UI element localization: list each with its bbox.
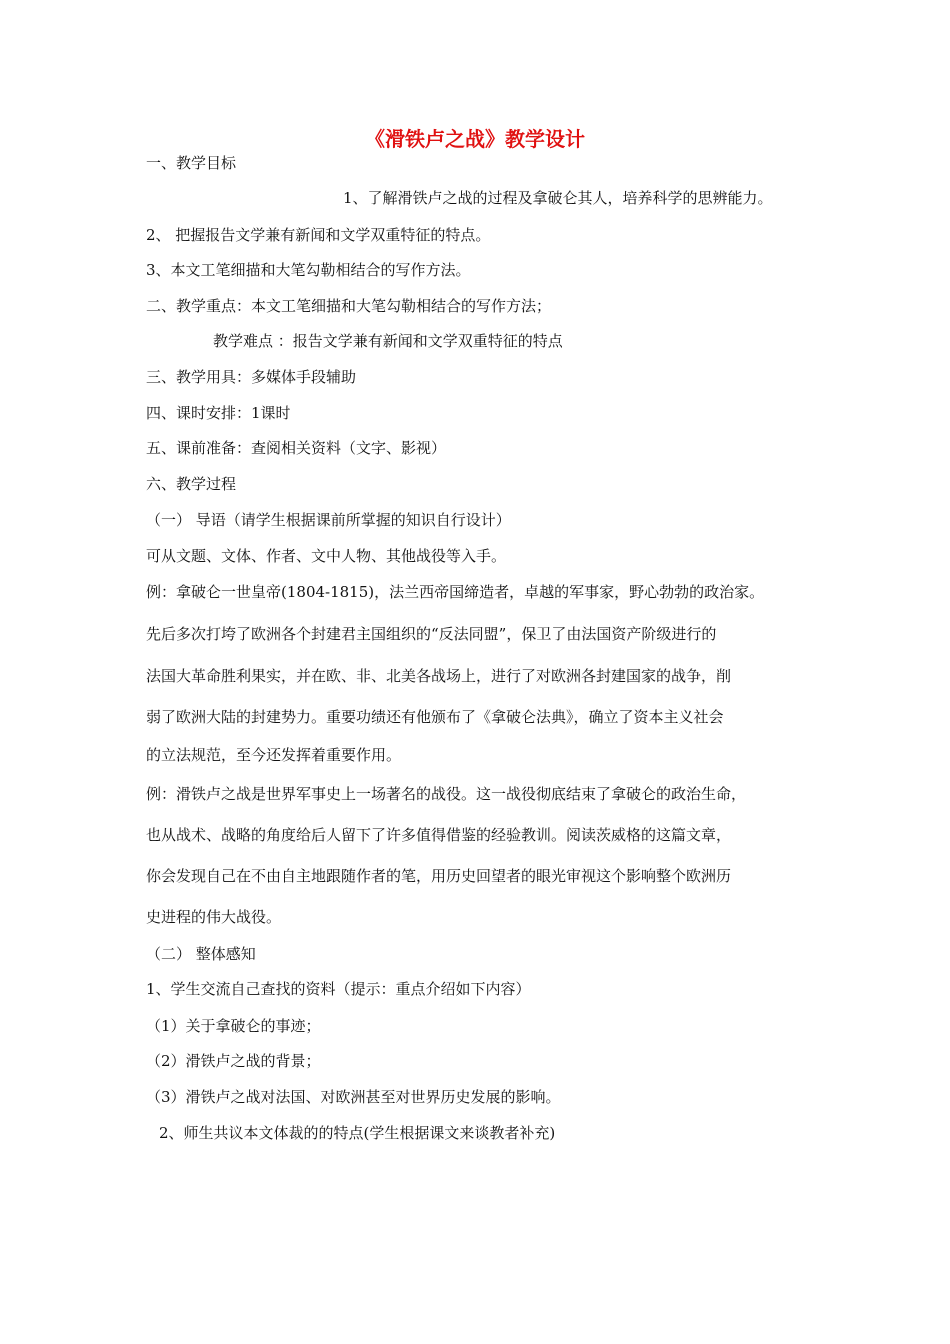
section-heading: 六、教学过程	[146, 475, 237, 493]
body-line: 你会发现自己在不由自主地跟随作者的笔，用历史回望者的眼光审视这个影响整个欧洲历	[146, 867, 732, 885]
subsection-heading: （一） 导语（请学生根据课前所掌握的知识自行设计）	[146, 511, 511, 529]
section-heading: 五、课前准备：查阅相关资料（文字、影视）	[146, 439, 447, 457]
body-line: 可从文题、文体、作者、文中人物、其他战役等入手。	[146, 547, 507, 565]
section-heading: 三、教学用具：多媒体手段辅助	[146, 368, 357, 386]
objective-item: 1、了解滑铁卢之战的过程及拿破仑其人，培养科学的思辨能力。	[343, 189, 773, 207]
body-line: 例：滑铁卢之战是世界军事史上一场著名的战役。这一战役彻底结束了拿破仑的政治生命，	[146, 785, 747, 803]
section-heading: 一、教学目标	[146, 154, 237, 172]
list-item: （2）滑铁卢之战的背景；	[146, 1052, 321, 1070]
section-heading: 二、教学重点：本文工笔细描和大笔勾勒相结合的写作方法；	[146, 297, 552, 315]
list-item: （1）关于拿破仑的事迹；	[146, 1017, 321, 1035]
body-line: 史进程的伟大战役。	[146, 908, 282, 926]
body-line: 教学难点 ：报告文学兼有新闻和文学双重特征的特点	[213, 332, 563, 350]
document-title: 《滑铁卢之战》教学设计	[365, 127, 585, 151]
body-line: 也从战术、战略的角度给后人留下了许多值得借鉴的经验教训。阅读茨威格的这篇文章，	[146, 826, 732, 844]
body-line: 弱了欧洲大陆的封建势力。重要功绩还有他颁布了《拿破仑法典》，确立了资本主义社会	[146, 708, 724, 726]
list-item: （3）滑铁卢之战对法国、对欧洲甚至对世界历史发展的影响。	[146, 1088, 561, 1106]
body-line: 的立法规范，至今还发挥着重要作用。	[146, 746, 402, 764]
body-line: 法国大革命胜利果实，并在欧、非、北美各战场上，进行了对欧洲各封建国家的战争，削	[146, 667, 732, 685]
body-line: 先后多次打垮了欧洲各个封建君主国组织的“反法同盟”，保卫了由法国资产阶级进行的	[146, 625, 717, 643]
body-line: 例：拿破仑一世皇帝(1804-1815)，法兰西帝国缔造者，卓越的军事家，野心勃勃的政治家。	[146, 583, 765, 601]
section-heading: 四、课时安排：1课时	[146, 404, 291, 422]
subsection-heading: （二） 整体感知	[146, 945, 256, 963]
objective-item: 3、本文工笔细描和大笔勾勒相结合的写作方法。	[146, 261, 471, 279]
objective-item: 2、 把握报告文学兼有新闻和文学双重特征的特点。	[146, 226, 491, 244]
body-line: 2、师生共议本文体裁的的特点(学生根据课文来谈教者补充)	[159, 1124, 556, 1142]
body-line: 1、学生交流自己查找的资料（提示：重点介绍如下内容）	[146, 980, 531, 998]
